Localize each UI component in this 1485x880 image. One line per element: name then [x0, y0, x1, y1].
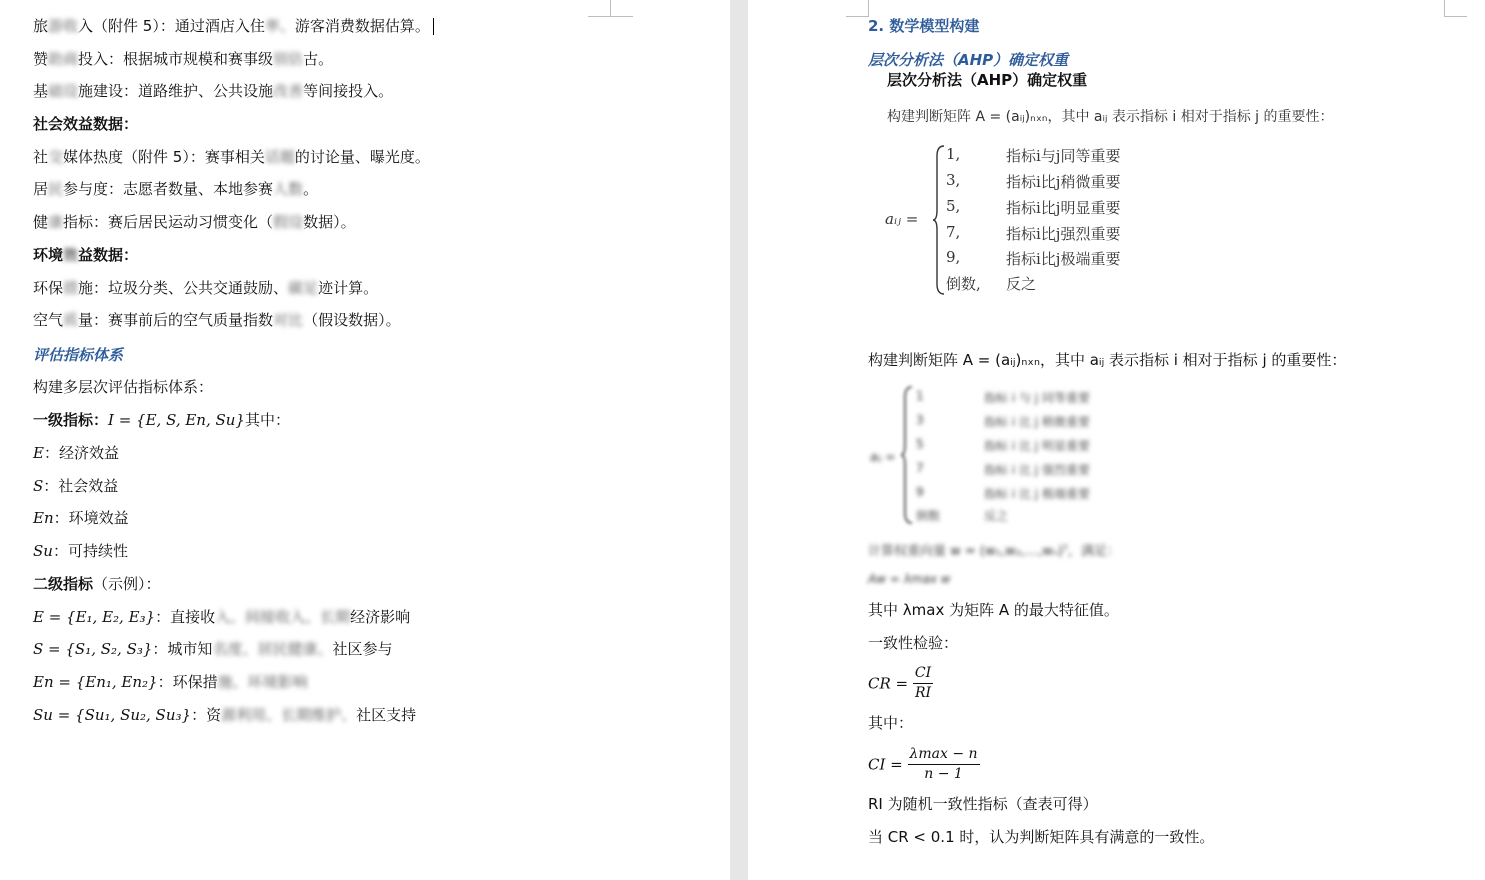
- text-span: 等间接投入。: [303, 82, 394, 100]
- text-span: 施：垃圾分类、公共交通鼓励、: [78, 279, 289, 297]
- math-symbol: S: [33, 477, 44, 495]
- left-brace-icon: [900, 385, 914, 525]
- where-text[interactable]: 其中：: [868, 714, 914, 732]
- text-span: 参与度：志愿者数量、本地参赛: [63, 180, 274, 198]
- blurred-case-desc: 指标 i 比 j 强烈重要: [984, 463, 1090, 477]
- final-text[interactable]: 当 CR < 0.1 时，认为判断矩阵具有满意的一致性。: [868, 828, 1215, 846]
- eigen-text[interactable]: 其中 λmax 为矩阵 A 的最大特征值。: [868, 601, 1119, 619]
- right-page: [748, 0, 1485, 880]
- matrix-intro-2[interactable]: 构建判断矩阵 A = (aᵢⱼ)ₙₓₙ，其中 aᵢⱼ 表示指标 i 相对于指标 j 的重要性：: [868, 351, 1347, 369]
- def-line[interactable]: [33, 508, 129, 528]
- page-gutter: [730, 0, 748, 880]
- text-span: ：环保措: [157, 673, 218, 691]
- text-span: 投入：根据城市规模和赛事级: [78, 50, 274, 68]
- left-brace-icon: [932, 144, 946, 296]
- cr-lhs: CR =: [868, 674, 909, 693]
- eval-intro[interactable]: 构建多层次评估指标体系：: [33, 378, 214, 396]
- blurred-case-value: 1: [916, 389, 924, 403]
- def-line[interactable]: [33, 541, 128, 561]
- blurred-case-value: 7: [916, 461, 924, 475]
- math-symbol: En: [33, 509, 54, 527]
- text-line[interactable]: [33, 147, 430, 167]
- text-span: 游客消费数据估算。: [294, 17, 430, 35]
- text-line[interactable]: [33, 212, 356, 232]
- blurred-text: 对比: [273, 311, 304, 329]
- math-symbol: Su: [33, 542, 53, 560]
- text-line[interactable]: [33, 81, 393, 101]
- blurred-text: 民: [48, 180, 64, 198]
- text-span: 指标：赛后居民运动习惯变化（: [63, 213, 274, 231]
- level2-line[interactable]: [33, 574, 161, 594]
- text-span: 益数据：: [78, 246, 139, 264]
- cr-numerator: CI: [913, 664, 933, 684]
- level1-formula: I = {E, S, En, Su}: [108, 411, 245, 429]
- level2-item[interactable]: [33, 705, 416, 725]
- text-span: 社: [33, 148, 49, 166]
- matrix-intro[interactable]: 构建判断矩阵 A = (aᵢⱼ)ₙₓₙ，其中 aᵢⱼ 表示指标 i 相对于指标 j 的重要性：: [887, 109, 1334, 125]
- blurred-text: 率、: [264, 17, 295, 35]
- level2-item[interactable]: [33, 639, 392, 659]
- ci-numerator: λmax − n: [908, 745, 980, 765]
- text-span: 经济影响: [350, 608, 411, 626]
- blurred-text: 假设: [273, 213, 304, 231]
- blurred-text: 话题: [264, 148, 295, 166]
- blurred-text: 质: [63, 311, 79, 329]
- page-corner-mark: [610, 0, 633, 17]
- ci-fraction: [908, 745, 980, 784]
- aij-label: aᵢⱼ =: [885, 210, 919, 228]
- case-desc: 指标i比j明显重要: [1006, 199, 1121, 217]
- text-span: 的讨论量、曝光度。: [294, 148, 430, 166]
- blurred-weight-line: 计算权重向量 w = (w₁,w₂,…,wₙ)ᵀ，满足：: [868, 544, 1120, 559]
- text-span: 媒体热度（附件 5）：赛事相关: [63, 148, 265, 166]
- text-span: 量：赛事前后的空气质量指数: [78, 311, 274, 329]
- blurred-text: 别估: [273, 50, 304, 68]
- text-span: 健: [33, 213, 49, 231]
- text-span: 环保: [33, 279, 64, 297]
- left-page: [0, 0, 730, 880]
- formula: En = {En₁, En₂}: [33, 673, 158, 691]
- text-span: 施建设：道路维护、公共设施: [78, 82, 274, 100]
- eval-heading[interactable]: 评估指标体系: [33, 346, 124, 364]
- blurred-case-value: 9: [916, 485, 924, 499]
- level2-label: 二级指标: [33, 575, 94, 593]
- text-span: 。: [303, 180, 319, 198]
- text-span: 其中：: [244, 411, 290, 429]
- blurred-text: 名度、居民健康、: [212, 640, 333, 658]
- def-line[interactable]: [33, 443, 119, 463]
- blurred-text: 交: [48, 148, 64, 166]
- text-line[interactable]: [33, 16, 434, 36]
- text-span: 旅: [33, 17, 49, 35]
- blurred-text: 游收: [48, 17, 79, 35]
- text-span: ：直接收: [155, 608, 216, 626]
- text-span: 社区参与: [332, 640, 393, 658]
- text-span: 数据）。: [303, 213, 356, 231]
- cr-formula[interactable]: [868, 664, 933, 704]
- text-span: 空气: [33, 311, 64, 329]
- blurred-case-value: 3: [916, 413, 924, 427]
- blurred-text: 入、间接收入、长期: [215, 608, 351, 626]
- def-line[interactable]: [33, 476, 118, 496]
- consistency-heading[interactable]: 一致性检验：: [868, 634, 959, 652]
- text-line[interactable]: [33, 49, 333, 69]
- level1-label: 一级指标：: [33, 411, 109, 429]
- case-desc: 反之: [1006, 275, 1037, 293]
- level2-item[interactable]: [33, 672, 308, 692]
- case-desc: 指标i比j稍微重要: [1006, 173, 1121, 191]
- case-value: 倒数,: [946, 275, 981, 293]
- blurred-text: 碳足: [288, 279, 319, 297]
- text-cursor: [433, 18, 434, 35]
- page-corner-mark: [846, 0, 869, 17]
- blurred-case-value: 5: [916, 437, 924, 451]
- text-span: 社区支持: [356, 706, 417, 724]
- text-span: 迹计算。: [318, 279, 379, 297]
- blurred-text: 康: [48, 213, 64, 231]
- text-span: 居: [33, 180, 49, 198]
- ahp-heading-blue[interactable]: 层次分析法（AHP）确定权重: [868, 51, 1069, 69]
- level1-line[interactable]: [33, 410, 290, 430]
- text-span: ：资: [191, 706, 222, 724]
- case-value: 3,: [946, 171, 961, 189]
- env-heading[interactable]: [33, 245, 138, 265]
- blurred-text: 施、环境影响: [217, 673, 308, 691]
- ahp-heading-bold[interactable]: 层次分析法（AHP）确定权重: [887, 71, 1088, 89]
- text-span: ：环境效益: [53, 509, 129, 527]
- case-value: 9,: [946, 248, 961, 266]
- case-desc: 指标i比j强烈重要: [1006, 225, 1121, 243]
- case-desc: 指标i比j极端重要: [1006, 250, 1121, 268]
- text-span: ：城市知: [152, 640, 213, 658]
- text-span: 入（附件 5）：通过酒店入住: [78, 17, 265, 35]
- blurred-case-value: 倒数: [916, 509, 941, 523]
- blurred-case-desc: 指标 i 比 j 明显重要: [984, 439, 1090, 453]
- text-span: 基: [33, 82, 49, 100]
- text-span: 环境: [33, 246, 64, 264]
- blurred-text: 效: [63, 246, 79, 264]
- blurred-text: 措: [63, 279, 79, 297]
- ci-formula[interactable]: [868, 745, 980, 785]
- cr-fraction: [913, 664, 933, 703]
- ci-lhs: CI =: [868, 755, 903, 774]
- text-line[interactable]: [33, 179, 318, 199]
- text-line[interactable]: [33, 310, 401, 330]
- blurred-text: 人数: [273, 180, 304, 198]
- page-corner-mark: [1444, 0, 1467, 17]
- blurred-case-desc: 指标 i 比 j 稍微重要: [984, 415, 1090, 429]
- case-value: 7,: [946, 223, 961, 241]
- text-span: ：可持续性: [52, 542, 128, 560]
- blurred-case-desc: 指标 i 与 j 同等重要: [984, 391, 1090, 405]
- cr-denominator: RI: [914, 685, 932, 701]
- blurred-text: 源利用、长期维护、: [221, 706, 357, 724]
- text-span: ：社会效益: [43, 477, 119, 495]
- case-value: 5,: [946, 197, 961, 215]
- page-corner-mark: [588, 0, 611, 17]
- ci-denominator: n − 1: [924, 766, 963, 782]
- formula: S = {S₁, S₂, S₃}: [33, 640, 153, 658]
- formula: Su = {Su₁, Su₂, Su₃}: [33, 706, 192, 724]
- blurred-eigen-eq: Aw = λmax w: [868, 572, 951, 586]
- blurred-case-desc: 指标 i 比 j 极端重要: [984, 487, 1090, 501]
- text-line[interactable]: [33, 278, 378, 298]
- section-title[interactable]: 2. 数学模型构建: [868, 17, 980, 35]
- ri-text[interactable]: RI 为随机一致性指标（查表可得）: [868, 795, 1098, 813]
- blurred-text: 改善: [273, 82, 304, 100]
- text-span: ：经济效益: [43, 444, 119, 462]
- blurred-text: 础设: [48, 82, 79, 100]
- text-span: （假设数据）。: [303, 311, 401, 329]
- text-span: （示例）：: [93, 575, 161, 593]
- blurred-aij-label: aᵢⱼ =: [870, 450, 896, 464]
- text-span: 赞: [33, 50, 49, 68]
- blurred-case-desc: 反之: [984, 509, 1009, 523]
- blurred-text: 助商: [48, 50, 79, 68]
- math-symbol: E: [33, 444, 44, 462]
- formula: E = {E₁, E₂, E₃}: [33, 608, 156, 626]
- text-span: 古。: [303, 50, 334, 68]
- case-value: 1,: [946, 145, 961, 163]
- case-desc: 指标i与j同等重要: [1006, 147, 1121, 165]
- level2-item[interactable]: [33, 607, 410, 627]
- social-heading[interactable]: 社会效益数据：: [33, 115, 139, 133]
